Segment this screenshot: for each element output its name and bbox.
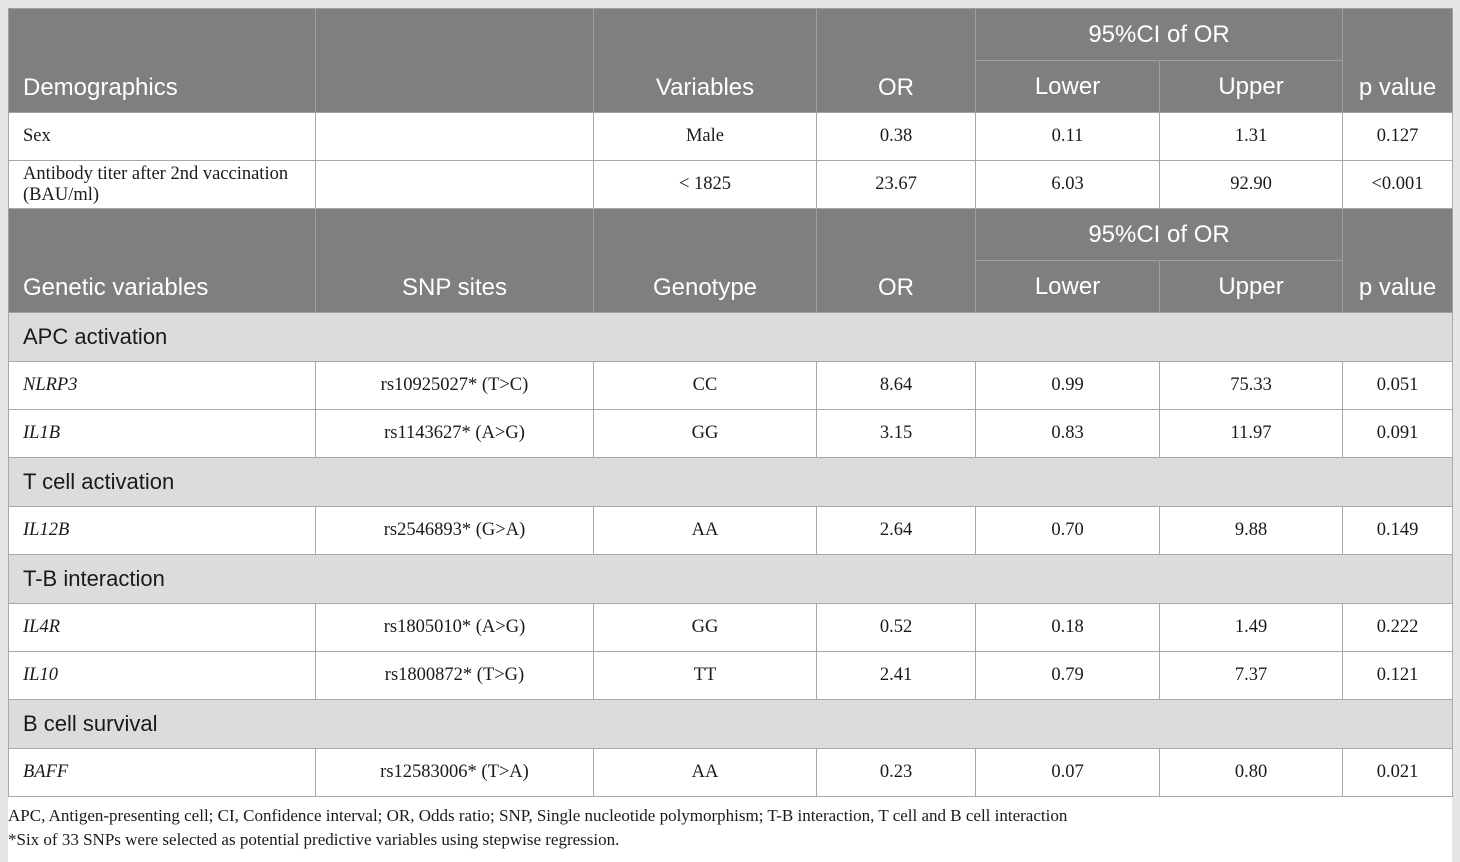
snp-site: rs2546893* (G>A)	[316, 507, 594, 555]
or-value: 0.38	[817, 113, 976, 161]
header-or: OR	[817, 9, 976, 113]
genotype-value: CC	[594, 362, 817, 410]
p-value: 0.149	[1343, 507, 1453, 555]
or-value: 8.64	[817, 362, 976, 410]
variable-value: Male	[594, 113, 817, 161]
ci-lower-value: 0.11	[976, 113, 1160, 161]
footnote-abbreviations: APC, Antigen-presenting cell; CI, Confidence interval; OR, Odds ratio; SNP, Single nucleotide polymorphism; T-B interaction, T cell and B cell interaction	[8, 806, 1068, 825]
header-lower: Lower	[976, 261, 1160, 313]
header-variables: Variables	[594, 9, 817, 113]
p-value: <0.001	[1343, 161, 1453, 209]
header-or: OR	[817, 209, 976, 313]
snp-site: rs10925027* (T>C)	[316, 362, 594, 410]
group-row	[9, 313, 1453, 362]
table-row	[9, 652, 1453, 700]
p-value: 0.121	[1343, 652, 1453, 700]
or-value: 0.52	[817, 604, 976, 652]
group-title: T cell activation	[9, 458, 1453, 507]
demographic-blank	[316, 161, 594, 209]
p-value: 0.127	[1343, 113, 1453, 161]
snp-site: rs1805010* (A>G)	[316, 604, 594, 652]
genotype-value: GG	[594, 604, 817, 652]
ci-lower-value: 0.99	[976, 362, 1160, 410]
ci-upper-value: 9.88	[1160, 507, 1343, 555]
table-row	[9, 604, 1453, 652]
ci-upper-value: 92.90	[1160, 161, 1343, 209]
header-demographics: Demographics	[9, 9, 316, 113]
results-table	[8, 8, 1453, 797]
or-value: 2.41	[817, 652, 976, 700]
or-value: 0.23	[817, 749, 976, 797]
ci-lower-value: 6.03	[976, 161, 1160, 209]
p-value: 0.091	[1343, 410, 1453, 458]
table2-header-row-top	[9, 209, 1453, 261]
table-row	[9, 749, 1453, 797]
p-value: 0.021	[1343, 749, 1453, 797]
group-title: T-B interaction	[9, 555, 1453, 604]
gene-name: IL12B	[9, 507, 316, 555]
footnotes	[8, 797, 1452, 852]
ci-lower-value: 0.18	[976, 604, 1160, 652]
or-value: 3.15	[817, 410, 976, 458]
variable-value: < 1825	[594, 161, 817, 209]
ci-upper-value: 0.80	[1160, 749, 1343, 797]
or-value: 23.67	[817, 161, 976, 209]
p-value: 0.051	[1343, 362, 1453, 410]
table-row	[9, 113, 1453, 161]
group-row	[9, 700, 1453, 749]
or-value: 2.64	[817, 507, 976, 555]
table1-header-row-top	[9, 9, 1453, 61]
ci-upper-value: 1.49	[1160, 604, 1343, 652]
demographic-name: Antibody titer after 2nd vaccination (BAU/ml)	[9, 161, 316, 209]
ci-lower-value: 0.07	[976, 749, 1160, 797]
snp-site: rs1800872* (T>G)	[316, 652, 594, 700]
ci-upper-value: 11.97	[1160, 410, 1343, 458]
genotype-value: GG	[594, 410, 817, 458]
header-upper: Upper	[1160, 61, 1343, 113]
ci-lower-value: 0.83	[976, 410, 1160, 458]
demographic-name: Sex	[9, 113, 316, 161]
gene-name: IL1B	[9, 410, 316, 458]
header-p-value: p value	[1343, 9, 1453, 113]
footnote-snp-selection: *Six of 33 SNPs were selected as potential predictive variables using stepwise regression.	[8, 830, 620, 849]
gene-name: IL4R	[9, 604, 316, 652]
ci-lower-value: 0.79	[976, 652, 1160, 700]
ci-lower-value: 0.70	[976, 507, 1160, 555]
table-row	[9, 410, 1453, 458]
header-genotype: Genotype	[594, 209, 817, 313]
gene-name: BAFF	[9, 749, 316, 797]
demographic-blank	[316, 113, 594, 161]
header-ci-group: 95%CI of OR	[976, 9, 1343, 61]
header-blank	[316, 9, 594, 113]
genotype-value: AA	[594, 749, 817, 797]
table-panel	[8, 8, 1452, 862]
header-upper: Upper	[1160, 261, 1343, 313]
header-ci-group: 95%CI of OR	[976, 209, 1343, 261]
table-row	[9, 161, 1453, 209]
header-snp-sites: SNP sites	[316, 209, 594, 313]
ci-upper-value: 7.37	[1160, 652, 1343, 700]
header-lower: Lower	[976, 61, 1160, 113]
gene-name: IL10	[9, 652, 316, 700]
header-p-value: p value	[1343, 209, 1453, 313]
table-row	[9, 362, 1453, 410]
header-genetic-variables: Genetic variables	[9, 209, 316, 313]
snp-site: rs1143627* (A>G)	[316, 410, 594, 458]
gene-name: NLRP3	[9, 362, 316, 410]
ci-upper-value: 75.33	[1160, 362, 1343, 410]
p-value: 0.222	[1343, 604, 1453, 652]
genotype-value: TT	[594, 652, 817, 700]
group-row	[9, 458, 1453, 507]
group-title: APC activation	[9, 313, 1453, 362]
snp-site: rs12583006* (T>A)	[316, 749, 594, 797]
group-row	[9, 555, 1453, 604]
ci-upper-value: 1.31	[1160, 113, 1343, 161]
genotype-value: AA	[594, 507, 817, 555]
group-title: B cell survival	[9, 700, 1453, 749]
table-row	[9, 507, 1453, 555]
